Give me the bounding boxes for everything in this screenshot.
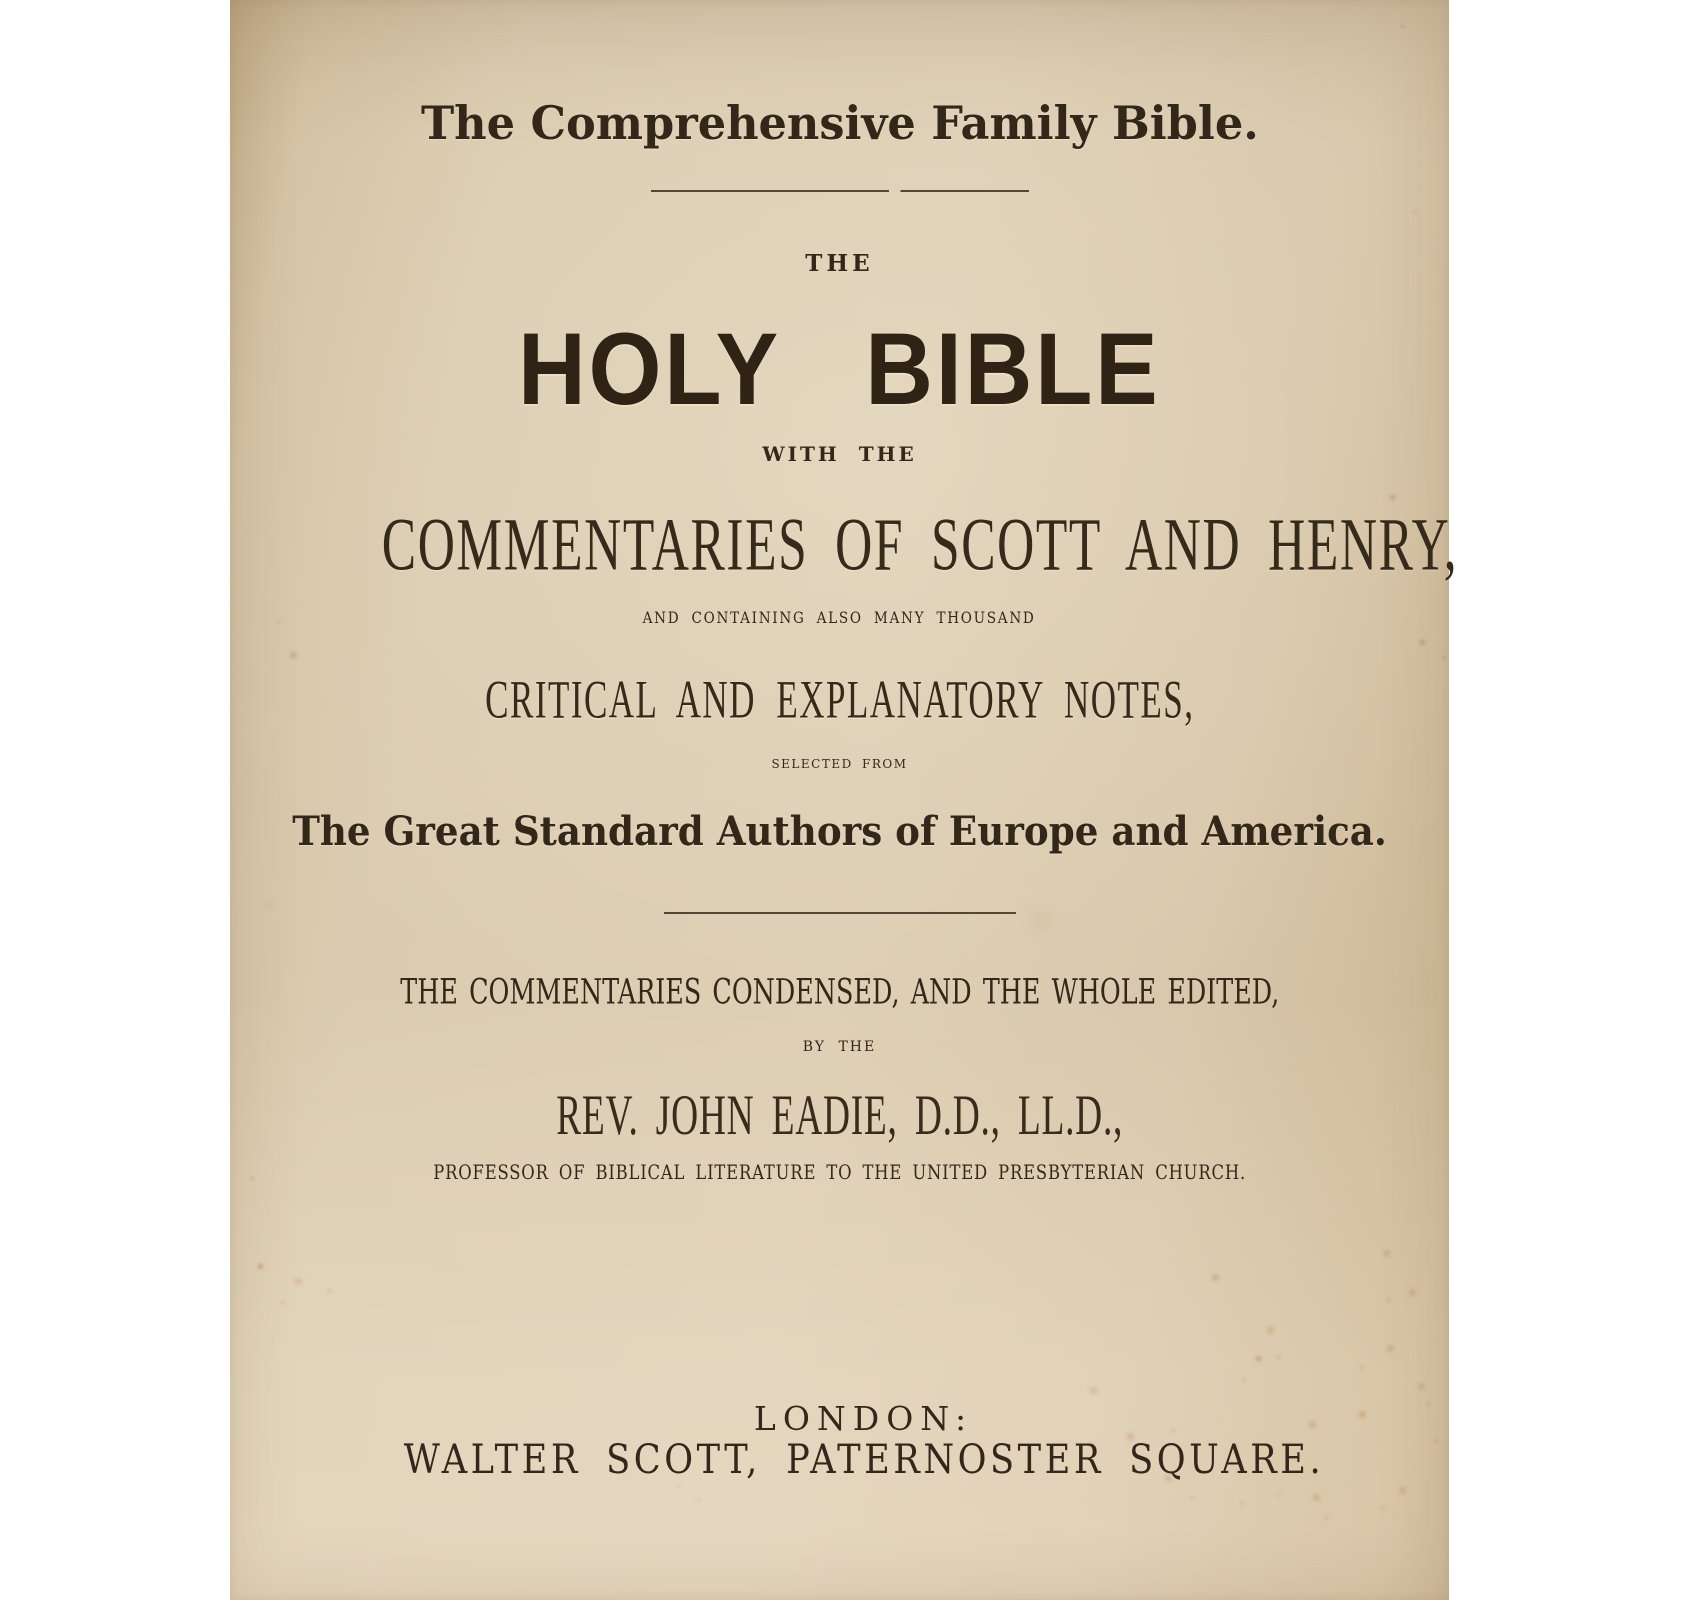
critical-notes-title: CRITICAL AND EXPLANATORY NOTES, <box>484 670 1195 730</box>
imprint-city: LONDON: <box>753 1399 974 1438</box>
divider-rule-middle <box>230 912 1449 928</box>
selected-from-label: SELECTED FROM <box>771 757 908 771</box>
editor-title-line: PROFESSOR OF BIBLICAL LITERATURE TO THE UNITED PRESBYTERIAN CHURCH. <box>433 1160 1246 1184</box>
book-title-page <box>230 0 1459 1600</box>
condensed-edited-line: THE COMMENTARIES CONDENSED, AND THE WHOLE EDITED, <box>399 970 1280 1012</box>
editor-name: REV. JOHN EADIE, D.D., LL.D., <box>556 1084 1123 1148</box>
commentaries-title: COMMENTARIES OF SCOTT AND HENRY, <box>381 503 1459 587</box>
main-title <box>230 312 1449 426</box>
imprint-publisher: WALTER SCOTT, PATERNOSTER SQUARE. <box>403 1437 1324 1483</box>
the-label: THE <box>805 250 874 277</box>
by-the-label: BY THE <box>802 1039 877 1055</box>
rule-line <box>664 912 1016 914</box>
divider-rule-top <box>230 190 1449 206</box>
with-the-label: WITH THE <box>762 442 917 466</box>
standard-authors-line: The Great Standard Authors of Europe and America. <box>292 808 1387 855</box>
main-title-text: HOLY BIBLE <box>518 312 1161 426</box>
foxing-spots <box>230 0 231 1</box>
rule-line <box>651 190 1029 192</box>
series-title <box>230 96 1449 150</box>
series-title-text: The Comprehensive Family Bible. <box>420 96 1259 150</box>
containing-label: AND CONTAINING ALSO MANY THOUSAND <box>643 608 1036 627</box>
